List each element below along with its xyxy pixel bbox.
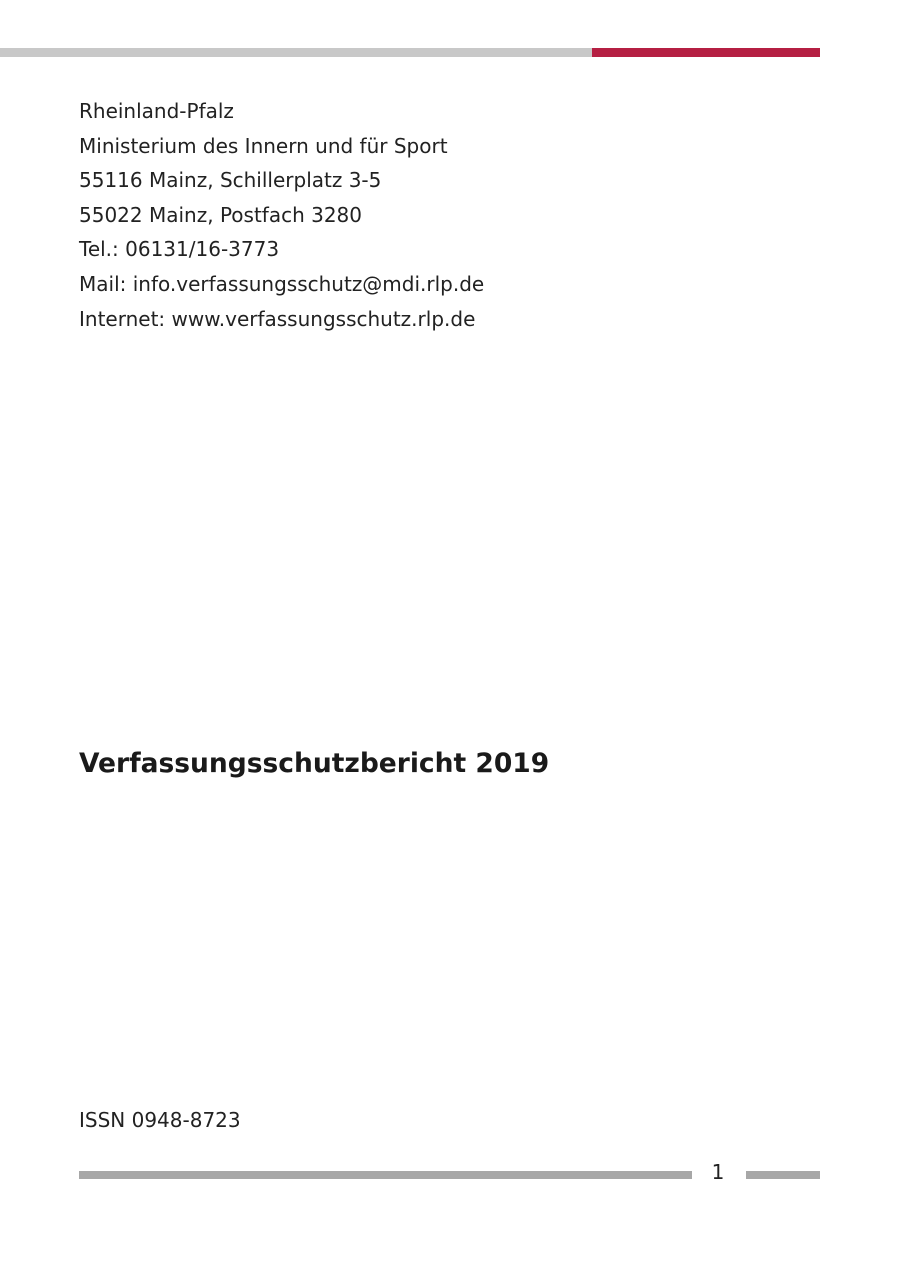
address-line-website: Internet: www.verfassungsschutz.rlp.de — [79, 306, 476, 331]
address-line-postbox: 55022 Mainz, Postfach 3280 — [79, 202, 363, 227]
address-line-ministry: Ministerium des Innern und für Sport — [79, 133, 448, 158]
top-divider-grey — [0, 48, 592, 57]
address-line-state: Rheinland-Pfalz — [79, 99, 234, 123]
issn-number: ISSN 0948-8723 — [79, 1108, 241, 1132]
address-line-email: Mail: info.verfassungsschutz@mdi.rlp.de — [79, 271, 485, 296]
publisher-address — [79, 94, 779, 336]
address-line-phone: Tel.: 06131/16-3773 — [79, 237, 280, 262]
top-divider-accent — [592, 48, 820, 57]
address-line-street: 55116 Mainz, Schillerplatz 3-5 — [79, 168, 382, 193]
footer-divider-left — [79, 1171, 692, 1179]
footer-divider-right — [746, 1171, 820, 1179]
report-title: Verfassungsschutzbericht 2019 — [79, 748, 550, 779]
page-number: 1 — [711, 1160, 725, 1184]
